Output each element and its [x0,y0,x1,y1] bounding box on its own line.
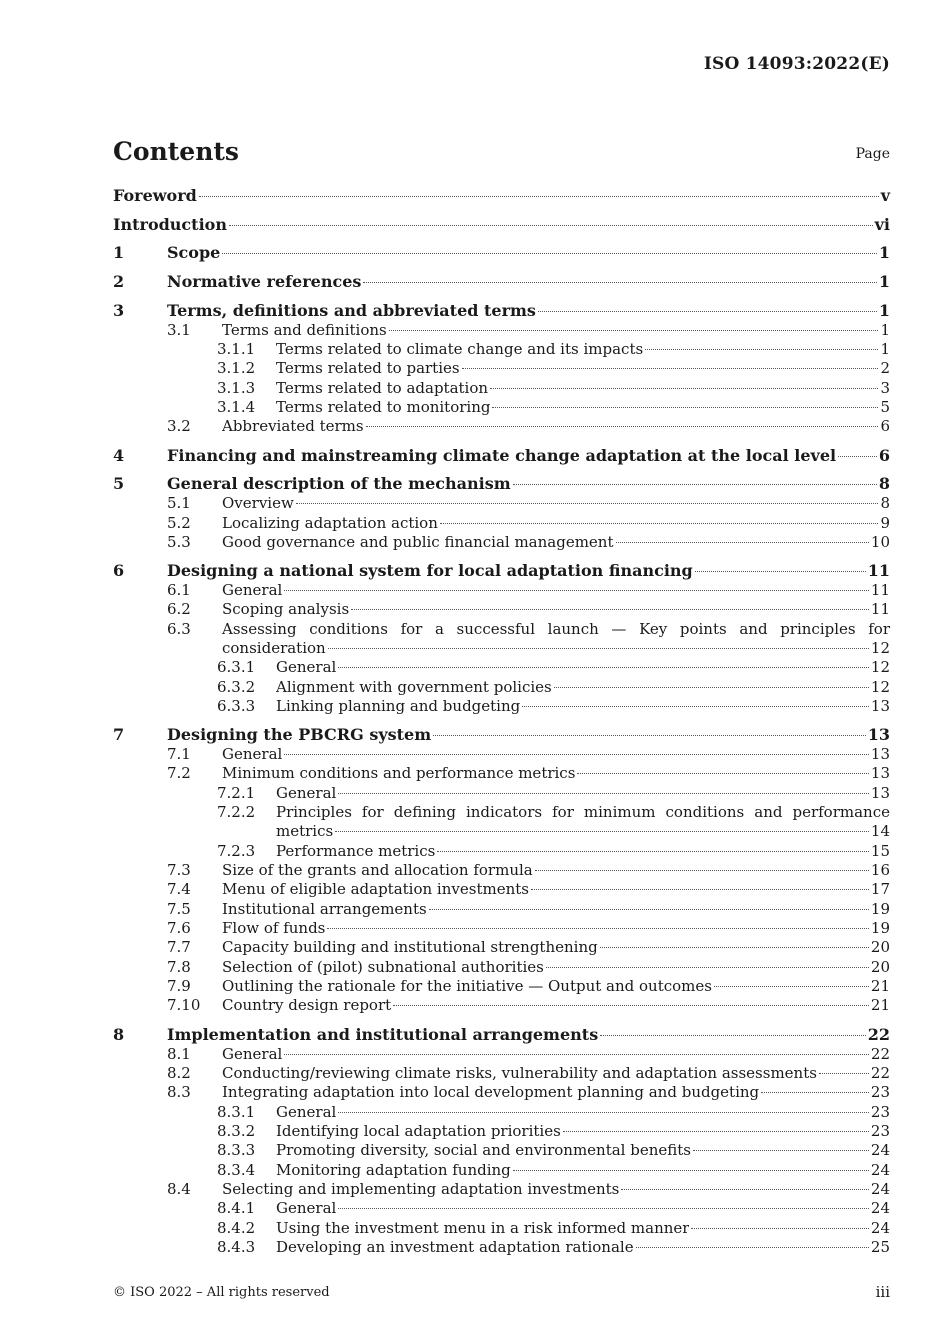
toc-entry-title: Terms and definitions [222,320,387,339]
toc-entry-page: 13 [867,725,890,744]
toc-entry-page: 24 [870,1141,890,1160]
dot-leader [296,503,879,504]
dot-leader [563,1131,869,1132]
dot-leader [616,542,869,543]
toc-entry-page: 11 [870,600,890,619]
toc-entry-title: General description of the mechanism [167,474,511,494]
toc-entry-page: 15 [870,841,890,860]
toc-entry[interactable] [113,215,890,235]
toc-entry-page: 1 [878,300,890,320]
toc-entry-number: 5 [113,474,125,494]
toc-entry-number: 7.2 [167,764,191,783]
toc-entry-title: Implementation and institutional arrangements [167,1024,599,1044]
toc-entry-title: Performance metrics [276,841,436,860]
dot-leader [695,571,866,572]
toc-entry-page: 3 [880,378,890,397]
toc-entry-number: 6.3.3 [217,696,256,715]
toc-entry-number: 7.3 [167,861,191,880]
dot-leader [199,196,879,197]
dot-leader [554,687,869,688]
toc-entry-page: 17 [870,880,890,899]
toc-entry-title: Monitoring adaptation funding [276,1160,511,1179]
toc-entry-wrapped-title [222,620,890,659]
toc-entry-page: 1 [880,320,890,339]
toc-entry-title: Financing and mainstreaming climate change adaptation at the local level [167,445,837,465]
toc-entry-number: 7.7 [167,938,191,957]
dot-leader [600,1035,866,1036]
toc-entry-number: 7.6 [167,919,191,938]
toc-entry[interactable] [113,1122,890,1141]
dot-leader [440,523,879,524]
toc-entry-number: 8.3.2 [217,1121,256,1140]
toc-entry-number: 1 [113,243,125,263]
dot-leader [389,330,879,331]
toc-entry[interactable] [113,1219,890,1238]
toc-entry-title: Size of the grants and allocation formula [222,861,533,880]
toc-entry[interactable] [113,340,890,359]
toc-entry-page: 22 [870,1063,890,1082]
toc-entry-number: 7.2.3 [217,841,256,860]
toc-entry[interactable] [113,996,890,1015]
toc-entry-page: 24 [870,1218,890,1237]
toc-entry-number: 3.1.4 [217,398,256,417]
toc-entry-title: General [222,1044,283,1063]
toc-entry-page: 23 [870,1121,890,1140]
toc-entry-title: General [276,1199,337,1218]
toc-entry-title: Foreword [113,186,197,205]
dot-leader [338,793,869,794]
toc-entry[interactable] [113,880,890,899]
toc-entry-number: 7.1 [167,745,191,763]
toc-entry-title: Conducting/reviewing climate risks, vulnerability and adaptation assessments [222,1063,817,1082]
toc-entry-title: Good governance and public financial management [222,532,614,551]
dot-leader [327,928,869,929]
toc-entry-number: 6.3.2 [217,677,256,696]
toc-entry-number: 8.2 [167,1063,191,1082]
dot-leader [335,831,869,832]
toc-entry-title: Designing a national system for local adaptation financing [167,560,693,580]
toc-entry-page: 13 [870,745,890,763]
toc-entry[interactable] [113,417,890,436]
toc-entry-page: 20 [870,957,890,976]
toc-entry-title: General [222,580,283,599]
toc-entry-page: 19 [870,919,890,938]
toc-entry[interactable] [113,977,890,996]
toc-entry-title: Normative references [167,272,362,292]
toc-entry-number: 5.3 [167,532,191,551]
toc-entry[interactable] [113,1238,890,1257]
toc-entry[interactable] [113,561,890,581]
toc-entry[interactable] [113,1141,890,1160]
toc-entry-number: 6 [113,560,125,580]
toc-entry-title: Outlining the rationale for the initiative — Output and outcomes [222,977,712,996]
toc-entry-number: 7.2.2 [217,803,256,822]
toc-entry-number: 4 [113,445,125,465]
dot-leader [538,311,877,312]
toc-entry-page: 23 [870,1102,890,1121]
dot-leader [645,349,878,350]
dot-leader [284,1054,869,1055]
dot-leader [229,225,873,226]
toc-entry-title: Selecting and implementing adaptation investments [222,1179,620,1198]
dot-leader [513,1170,869,1171]
toc-entry-title: Scope [167,243,221,263]
toc-entry-number: 8.3.1 [217,1102,256,1121]
toc-entry-page: 20 [870,938,890,957]
toc-entry-page: 9 [880,513,890,532]
toc-entry-title: Menu of eligible adaptation investments [222,880,529,899]
dot-leader [636,1247,869,1248]
toc-entry-title: Abbreviated terms [222,417,364,436]
toc-entry-title: Flow of funds [222,919,326,938]
toc-entry-page: 12 [870,658,890,677]
toc-entry[interactable] [113,678,890,697]
dot-leader [522,706,869,707]
toc-entry-page: 11 [867,560,890,580]
toc-entry-title: Linking planning and budgeting [276,696,521,715]
toc-entry[interactable] [113,861,890,880]
toc-entry-number: 6.3.1 [217,658,256,677]
toc-entry[interactable] [113,697,890,716]
toc-entry[interactable] [113,842,890,861]
toc-entry-title: Using the investment menu in a risk informed manner [276,1218,690,1237]
toc-entry-title: Terms related to parties [276,359,460,378]
dot-leader [693,1150,869,1151]
table-of-contents [113,186,890,1257]
dot-leader [433,735,866,736]
toc-entry-page: 13 [870,696,890,715]
toc-entry[interactable] [113,764,890,783]
toc-entry[interactable] [113,938,890,957]
toc-entry-number: 8.4.1 [217,1199,256,1218]
toc-entry-title: Terms related to monitoring [276,398,491,417]
toc-entry-number: 7.2.1 [217,783,256,802]
dot-leader [366,426,879,427]
toc-entry[interactable] [113,243,890,263]
toc-entry-page: 10 [870,532,890,551]
toc-entry[interactable] [113,301,890,321]
toc-entry-title: General [276,783,337,802]
toc-entry-number: 5.1 [167,494,191,513]
dot-leader [621,1189,869,1190]
toc-entry-title: Principles for defining indicators for minimum conditions and performance [276,803,890,822]
toc-entry-number: 7.10 [167,996,201,1015]
toc-entry-page: 24 [870,1199,890,1218]
toc-entry[interactable] [113,1103,890,1122]
toc-entry-page: 16 [870,861,890,880]
toc-entry[interactable] [113,494,890,513]
dot-leader [284,754,869,755]
toc-entry-number: 8.1 [167,1044,191,1063]
toc-entry-number: 6.1 [167,580,191,599]
toc-entry[interactable] [113,1064,890,1083]
toc-entry-page: 19 [870,899,890,918]
dot-leader [351,609,869,610]
toc-entry-number: 8 [113,1024,125,1044]
toc-entry[interactable] [113,1025,890,1045]
toc-entry[interactable] [113,514,890,533]
dot-leader [222,253,877,254]
toc-entry-title: Assessing conditions for a successful launch — Key points and principles for [222,619,890,638]
dot-leader [838,456,877,457]
toc-entry[interactable] [113,803,890,842]
dot-leader [490,388,878,389]
toc-entry-number: 7.9 [167,977,191,996]
toc-entry[interactable] [113,919,890,938]
dot-leader [363,282,876,283]
toc-entry-title: General [276,658,337,677]
dot-leader [691,1228,868,1229]
toc-entry[interactable] [113,186,890,206]
dot-leader [492,407,878,408]
toc-entry[interactable] [113,658,890,677]
toc-entry[interactable] [113,1180,890,1199]
toc-entry-page: 12 [870,638,890,657]
page-title: Contents [113,137,240,166]
toc-entry-number: 3.1.2 [217,359,256,378]
toc-entry-title: Terms related to adaptation [276,378,489,397]
toc-entry[interactable] [113,446,890,466]
toc-entry-page: 25 [870,1237,890,1256]
dot-leader [546,967,869,968]
toc-entry-page: 21 [870,996,890,1015]
toc-entry[interactable] [113,725,890,745]
toc-entry[interactable] [113,1161,890,1180]
toc-entry[interactable] [113,272,890,292]
toc-entry-title: General [222,745,283,763]
dot-leader [531,889,869,890]
toc-entry-number: 3.1 [167,320,191,339]
toc-entry-number: 7.5 [167,899,191,918]
dot-leader [429,909,869,910]
toc-entry[interactable] [113,533,890,552]
toc-entry-number: 7.4 [167,880,191,899]
dot-leader [338,667,869,668]
toc-entry[interactable] [113,600,890,619]
toc-entry-number: 8.3.4 [217,1160,256,1179]
dot-leader [393,1005,869,1006]
page-number: iii [875,1283,890,1301]
dot-leader [600,947,869,948]
toc-entry-title: Terms, definitions and abbreviated terms [167,300,536,320]
dot-leader [577,773,868,774]
dot-leader [338,1112,869,1113]
toc-entry-page: 5 [880,398,890,417]
title-row [113,130,890,166]
toc-entry-page: 11 [870,580,890,599]
toc-entry-page: 6 [880,417,890,436]
toc-entry[interactable] [113,379,890,398]
toc-entry-title: Capacity building and institutional strengthening [222,938,598,957]
toc-entry[interactable] [113,1045,890,1064]
toc-entry-title: Identifying local adaptation priorities [276,1121,561,1140]
toc-entry-page: 8 [880,494,890,513]
toc-entry-title: Localizing adaptation action [222,513,438,532]
toc-entry-number: 8.3.3 [217,1141,256,1160]
toc-entry-page: 23 [870,1083,890,1102]
toc-entry-title: Overview [222,494,294,513]
toc-entry-page: 1 [878,243,890,263]
toc-entry-number: 3.2 [167,417,191,436]
toc-entry-page: 12 [870,677,890,696]
toc-entry-page: 24 [870,1160,890,1179]
toc-entry-page: 24 [870,1179,890,1198]
toc-entry[interactable] [113,1199,890,1218]
toc-entry-page: 8 [878,474,890,494]
toc-entry-title-continued: metrics [276,822,334,841]
page-column-label: Page [855,146,890,162]
toc-entry-title: Terms related to climate change and its impacts [276,340,644,359]
toc-entry-title: Country design report [222,996,392,1015]
toc-entry-number: 3.1.3 [217,378,256,397]
toc-entry[interactable] [113,958,890,977]
dot-leader [761,1092,869,1093]
toc-entry-title: Alignment with government policies [276,677,552,696]
toc-entry-wrapped-title [276,803,890,842]
dot-leader [513,484,877,485]
toc-entry-number: 3 [113,300,125,320]
toc-entry-page: 13 [870,783,890,802]
toc-entry-number: 8.3 [167,1083,191,1102]
toc-entry-title: Introduction [113,214,227,234]
toc-entry-page: 2 [880,359,890,378]
toc-entry-number: 7.8 [167,957,191,976]
toc-entry-page: v [880,186,890,205]
toc-entry-title: Scoping analysis [222,600,350,619]
toc-entry-page: 22 [867,1024,890,1044]
toc-entry-title: Minimum conditions and performance metrics [222,764,576,783]
toc-entry[interactable] [113,359,890,378]
toc-entry-number: 3.1.1 [217,340,256,359]
toc-entry-number: 8.4 [167,1179,191,1198]
dot-leader [338,1208,869,1209]
toc-entry[interactable] [113,900,890,919]
toc-entry-number: 5.2 [167,513,191,532]
toc-entry-number: 8.4.2 [217,1218,256,1237]
toc-entry[interactable] [113,474,890,494]
toc-entry-page: 1 [880,340,890,359]
toc-entry-title: General [276,1102,337,1121]
toc-entry-page: 21 [870,977,890,996]
toc-entry-page: 1 [878,272,890,292]
dot-leader [437,851,869,852]
dot-leader [284,590,869,591]
toc-entry-title: Designing the PBCRG system [167,725,432,744]
toc-entry-number: 7 [113,725,125,744]
toc-entry[interactable] [113,1083,890,1102]
toc-entry-number: 8.4.3 [217,1237,256,1256]
toc-entry-number: 2 [113,272,125,292]
toc-entry[interactable] [113,321,890,340]
toc-entry-title: Institutional arrangements [222,899,427,918]
dot-leader [462,368,879,369]
toc-entry-page: 6 [878,445,890,465]
toc-entry[interactable] [113,581,890,600]
toc-entry[interactable] [113,398,890,417]
toc-entry-title: Integrating adaptation into local development planning and budgeting [222,1083,760,1102]
toc-entry-title: Promoting diversity, social and environmental benefits [276,1141,691,1160]
toc-entry-title: Selection of (pilot) subnational authorities [222,957,544,976]
document-id: ISO 14093:2022(E) [703,54,890,74]
toc-entry-number: 6.2 [167,600,191,619]
toc-entry[interactable] [113,784,890,803]
toc-entry[interactable] [113,620,890,659]
toc-entry-title-continued: consideration [222,638,326,657]
toc-entry-page: 13 [870,764,890,783]
dot-leader [328,648,869,649]
toc-entry-title: Developing an investment adaptation rationale [276,1237,634,1256]
dot-leader [535,870,869,871]
toc-entry[interactable] [113,745,890,764]
dot-leader [819,1073,869,1074]
toc-entry-number: 6.3 [167,619,191,638]
toc-entry-page: vi [874,214,890,234]
toc-entry-page: 14 [870,822,890,841]
toc-entry-page: 22 [870,1044,890,1063]
dot-leader [714,986,869,987]
copyright-notice: © ISO 2022 – All rights reserved [113,1285,330,1300]
